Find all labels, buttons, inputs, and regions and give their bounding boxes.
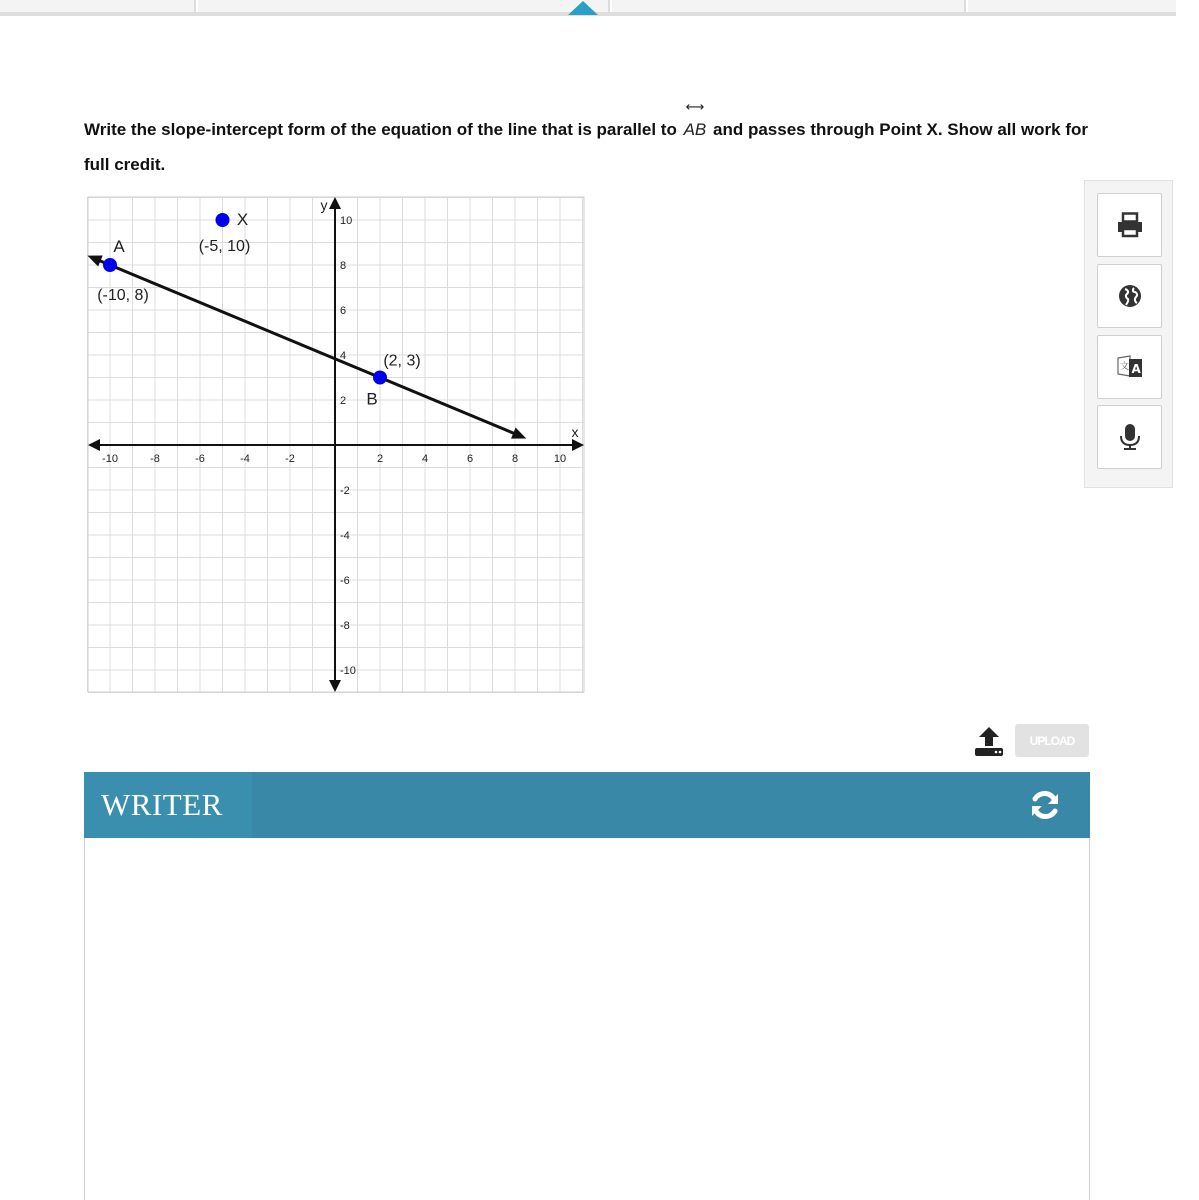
print-button[interactable]: [1097, 193, 1162, 257]
refresh-icon[interactable]: [1027, 787, 1063, 823]
coordinate-graph: [86, 194, 586, 694]
y-tick-label: -10: [340, 665, 356, 677]
point-label-b: B: [366, 389, 378, 409]
point-label-x: X: [236, 210, 249, 229]
globe-icon: [1117, 283, 1143, 309]
side-toolbar: [1084, 180, 1173, 488]
point-coord-x: (-5, 10): [198, 238, 251, 255]
microphone-icon: [1119, 423, 1141, 451]
y-tick-label: -4: [340, 530, 350, 542]
y-tick-label: 4: [340, 350, 347, 362]
x-tick-label: 8: [511, 453, 519, 465]
writer-text-area[interactable]: [84, 838, 1090, 1200]
active-tab-indicator: [568, 1, 598, 15]
print-icon: [1116, 212, 1144, 238]
y-axis-label: y: [320, 197, 328, 213]
double-arrow-icon: ⟷: [685, 99, 705, 114]
x-tick-label: -4: [240, 453, 250, 465]
y-tick-label: 8: [340, 260, 347, 272]
point-coord-b: (2, 3): [383, 352, 421, 370]
upload-icon[interactable]: [972, 724, 1006, 758]
translate-button[interactable]: [1097, 335, 1162, 399]
globe-button[interactable]: [1097, 264, 1162, 328]
question-text: [84, 99, 1094, 182]
x-tick-label: -8: [150, 453, 160, 465]
y-tick-label: -8: [340, 620, 350, 632]
writer-title: WRITER: [84, 772, 252, 838]
y-axis-arrow-bottom: [329, 680, 341, 692]
point-b: [373, 371, 387, 385]
vector-label: AB: [683, 120, 707, 139]
vector-ab: [682, 99, 709, 147]
graph-svg: [86, 194, 586, 694]
point-coord-a: (-10, 8): [97, 287, 149, 304]
question-text-after: and passes through Point X. Show all work for full credit.: [84, 120, 1089, 174]
upload-button[interactable]: UPLOAD: [1015, 724, 1089, 757]
y-axis-arrow-top: [329, 197, 341, 209]
x-tick-label: 4: [421, 453, 429, 465]
x-tick-label: 2: [376, 453, 384, 465]
y-tick-label: -2: [340, 485, 350, 497]
tab-3[interactable]: [612, 0, 966, 12]
point-a: [103, 258, 117, 272]
top-tab-strip: [0, 0, 1176, 16]
point-x: [216, 213, 230, 227]
x-tick-label: 10: [553, 453, 567, 465]
tab-1[interactable]: [0, 0, 196, 12]
svg-text:文: 文: [1119, 362, 1129, 372]
line-ab: [96, 259, 519, 435]
point-label-a: A: [113, 237, 125, 256]
svg-text:A: A: [1131, 362, 1141, 376]
tab-2[interactable]: [198, 0, 610, 12]
x-axis-label: x: [571, 424, 579, 440]
y-tick-label: 6: [340, 305, 347, 317]
microphone-button[interactable]: [1097, 405, 1162, 469]
writer-header: [84, 772, 1090, 838]
question-text-before: Write the slope-intercept form of the equation of the line that is parallel to: [84, 120, 677, 139]
y-tick-label: 2: [340, 395, 347, 407]
x-tick-label: 6: [466, 453, 474, 465]
y-tick-label: 10: [340, 215, 353, 227]
x-tick-label: -2: [285, 453, 295, 465]
x-tick-label: -10: [102, 453, 118, 465]
x-axis-arrow-left: [88, 439, 100, 451]
y-tick-label: -6: [340, 575, 350, 587]
x-tick-label: -6: [195, 453, 205, 465]
tab-4[interactable]: [968, 0, 1176, 12]
translate-icon: [1116, 354, 1144, 380]
